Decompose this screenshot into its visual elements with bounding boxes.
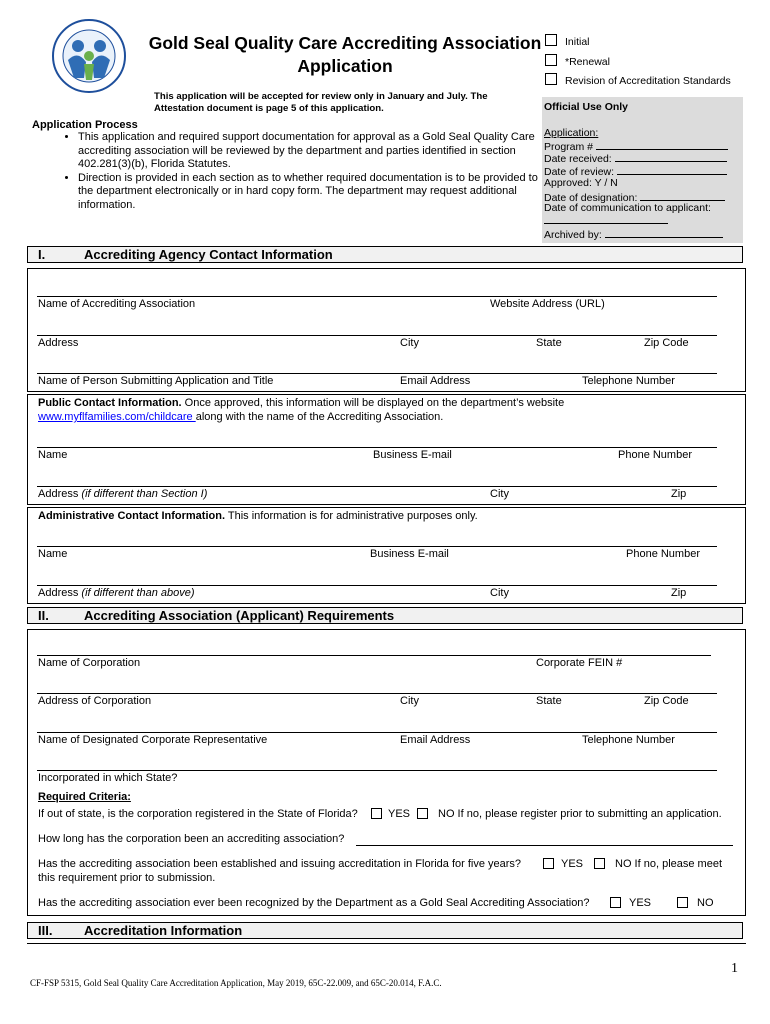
five-years-yes-label: YES <box>561 858 584 870</box>
label-corp-zip: Zip Code <box>644 695 689 707</box>
label-public-address: Address <box>38 488 79 500</box>
five-years-yes-checkbox[interactable] <box>543 858 554 869</box>
admin-contact-heading: Administrative Contact Information. <box>38 510 226 522</box>
admin-contact-text: This information is for administrative purposes only. <box>225 510 478 522</box>
official-archived: Archived by: <box>544 229 602 241</box>
label-zip: Zip Code <box>644 337 689 349</box>
title-line-2: Application <box>297 56 393 76</box>
label-incorporated: Incorporated in which State? <box>38 772 178 784</box>
public-contact-heading: Public Contact Information. <box>38 397 182 409</box>
review-notice: This application will be accepted for review only in January and July. The Attestation document is page 5 of this application. <box>154 91 488 114</box>
section-1-title: Accrediting Agency Contact Information <box>84 247 333 262</box>
date-review-field[interactable] <box>617 164 727 175</box>
question-registered: If out of state, is the corporation registered in the State of Florida? <box>38 808 358 820</box>
archived-field[interactable] <box>605 227 723 238</box>
label-public-email: Business E-mail <box>373 449 452 461</box>
section-3-rule <box>27 943 746 944</box>
dcf-logo <box>50 14 128 120</box>
label-admin-city: City <box>490 587 509 599</box>
date-communication-field[interactable] <box>544 213 668 224</box>
corp-rep-line[interactable] <box>37 732 717 733</box>
recognized-yes-checkbox[interactable] <box>610 897 621 908</box>
section-3-title: Accreditation Information <box>84 923 243 938</box>
five-years-continuation: this requirement prior to submission. <box>38 872 216 884</box>
section-3-number: III. <box>38 923 53 938</box>
official-date-communication: Date of communication to applicant: <box>544 202 711 214</box>
address-line[interactable] <box>37 335 717 336</box>
section-2-header <box>27 607 743 624</box>
official-heading: Official Use Only <box>544 101 629 113</box>
footer-text: CF-FSP 5315, Gold Seal Quality Care Accreditation Application, May 2019, 65C-22.009, and 65C-20.014, F.A.C. <box>30 978 442 988</box>
public-contact-text-2: along with the name of the Accrediting Association. <box>195 411 444 423</box>
question-five-years: Has the accrediting association been established and issuing accreditation in Florida for five years? <box>38 858 522 870</box>
label-corporation: Name of Corporation <box>38 657 141 669</box>
official-date-received: Date received: <box>544 153 612 165</box>
how-long-line[interactable] <box>356 845 733 846</box>
title-line-1: Gold Seal Quality Care Accrediting Association <box>148 33 542 53</box>
official-application: Application: <box>544 127 599 139</box>
initial-label: Initial <box>565 36 590 48</box>
process-heading: Application Process <box>32 119 138 131</box>
incorporated-line[interactable] <box>37 770 717 771</box>
label-website: Website Address (URL) <box>490 298 605 310</box>
corp-address-line[interactable] <box>37 693 717 694</box>
recognized-no-checkbox[interactable] <box>677 897 688 908</box>
section-1-number: I. <box>38 247 46 262</box>
label-corp-state: State <box>536 695 562 707</box>
childcare-link[interactable]: www.myflfamilies.com/childcare <box>38 411 196 423</box>
official-date-designation: Date of designation: <box>544 192 638 204</box>
label-corp-rep: Name of Designated Corporate Representative <box>38 734 268 746</box>
date-designation-field[interactable] <box>640 190 725 201</box>
label-admin-email: Business E-mail <box>370 548 449 560</box>
initial-checkbox[interactable] <box>545 34 557 46</box>
section-1-header <box>27 246 743 263</box>
page-number: 1 <box>731 961 738 976</box>
registered-no-label: NO If no, please register prior to submitting an application. <box>438 808 722 820</box>
revision-checkbox[interactable] <box>545 73 557 85</box>
section-2-number: II. <box>38 608 49 623</box>
recognized-yes-label: YES <box>629 897 652 909</box>
admin-address-note: (if different than above) <box>81 587 195 599</box>
question-recognized: Has the accrediting association ever been recognized by the Department as a Gold Seal Accrediting Association? <box>38 897 590 909</box>
label-submitter: Name of Person Submitting Application and Title <box>38 375 274 387</box>
question-how-long: How long has the corporation been an accrediting association? <box>38 833 345 845</box>
official-program: Program # <box>544 141 594 153</box>
public-contact-text: Once approved, this information will be displayed on the department’s website <box>181 397 565 409</box>
label-email: Email Address <box>400 375 471 387</box>
label-telephone: Telephone Number <box>582 375 675 387</box>
submitter-line[interactable] <box>37 373 717 374</box>
five-years-no-label: NO If no, please meet <box>615 858 722 870</box>
label-corp-email: Email Address <box>400 734 471 746</box>
official-use-panel <box>542 97 743 243</box>
five-years-no-checkbox[interactable] <box>594 858 605 869</box>
official-approved: Approved: Y / N <box>544 177 618 189</box>
admin-name-line[interactable] <box>37 546 717 547</box>
label-association-name: Name of Accrediting Association <box>38 298 196 310</box>
process-item: • This application and required support documentation for approval as a Gold Seal Quality Care accrediting association will be reviewed by the department and parties identified in section 402.281(3)(b), Florida Statutes. <box>78 131 548 172</box>
label-public-zip: Zip <box>671 488 687 500</box>
registered-no-checkbox[interactable] <box>417 808 428 819</box>
label-corp-address: Address of Corporation <box>38 695 152 707</box>
section-3-header <box>27 922 743 939</box>
registered-yes-checkbox[interactable] <box>371 808 382 819</box>
official-date-review: Date of review: <box>544 166 615 178</box>
form-title <box>140 32 550 78</box>
process-item: • Direction is provided in each section as to whether required documentation is to be provided to the department electronically or in hard copy form. The department may request additional information. <box>78 172 548 213</box>
recognized-no-label: NO <box>697 897 714 909</box>
renewal-checkbox[interactable] <box>545 54 557 66</box>
required-criteria-heading: Required Criteria: <box>38 791 131 803</box>
program-field[interactable] <box>596 139 728 150</box>
label-admin-zip: Zip <box>671 587 687 599</box>
label-admin-name: Name <box>38 548 68 560</box>
label-public-phone: Phone Number <box>618 449 692 461</box>
label-fein: Corporate FEIN # <box>536 657 623 669</box>
admin-address-line[interactable] <box>37 585 717 586</box>
label-public-name: Name <box>38 449 68 461</box>
label-state: State <box>536 337 562 349</box>
corporation-line[interactable] <box>37 655 711 656</box>
public-name-line[interactable] <box>37 447 717 448</box>
renewal-label: *Renewal <box>565 56 610 68</box>
label-address: Address <box>38 337 79 349</box>
registered-yes-label: YES <box>388 808 411 820</box>
label-admin-phone: Phone Number <box>626 548 700 560</box>
process-list <box>32 131 548 212</box>
label-public-city: City <box>490 488 509 500</box>
date-received-field[interactable] <box>615 151 727 162</box>
revision-label: Revision of Accreditation Standards <box>565 75 731 87</box>
label-corp-phone: Telephone Number <box>582 734 675 746</box>
accrediting-association-line[interactable] <box>37 296 717 297</box>
label-corp-city: City <box>400 695 419 707</box>
public-address-line[interactable] <box>37 486 717 487</box>
label-admin-address: Address <box>38 587 79 599</box>
section-2-title: Accrediting Association (Applicant) Requirements <box>84 608 395 623</box>
public-address-note: (if different than Section I) <box>81 488 208 500</box>
label-city: City <box>400 337 419 349</box>
